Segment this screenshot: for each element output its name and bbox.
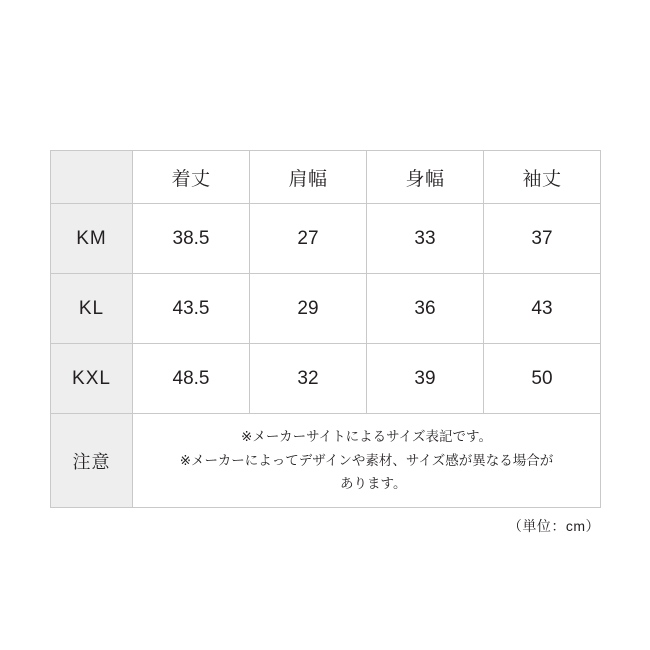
table-note-row [51,414,601,508]
cell-chest: 36 [367,274,484,344]
table-row [51,204,601,274]
cell-sleeve: 43 [484,274,601,344]
note-line-3: あります。 [326,476,407,492]
note-label: 注意 [51,414,133,508]
size-table-container [50,150,600,508]
table-body [51,204,601,508]
table-corner-cell [51,151,133,204]
cell-length: 48.5 [133,344,250,414]
note-line-1: ※メーカーサイトによるサイズ表記です。 [241,429,492,445]
cell-length: 43.5 [133,274,250,344]
column-header-sleeve: 袖丈 [484,151,601,204]
size-table [50,150,601,508]
row-header-size: KXL [51,344,133,414]
cell-shoulder: 32 [250,344,367,414]
cell-sleeve: 37 [484,204,601,274]
column-header-chest: 身幅 [367,151,484,204]
table-row [51,274,601,344]
note-line-2: ※メーカーによってデザインや素材、サイズ感が異なる場合が [179,452,554,468]
cell-length: 38.5 [133,204,250,274]
note-body [133,414,601,508]
column-header-length: 着丈 [133,151,250,204]
cell-shoulder: 29 [250,274,367,344]
row-header-size: KM [51,204,133,274]
cell-chest: 39 [367,344,484,414]
row-header-size: KL [51,274,133,344]
table-row [51,344,601,414]
table-header [51,151,601,204]
column-header-shoulder: 肩幅 [250,151,367,204]
cell-shoulder: 27 [250,204,367,274]
cell-chest: 33 [367,204,484,274]
unit-note: （単位：cm） [507,518,600,534]
cell-sleeve: 50 [484,344,601,414]
header-row [51,151,601,204]
